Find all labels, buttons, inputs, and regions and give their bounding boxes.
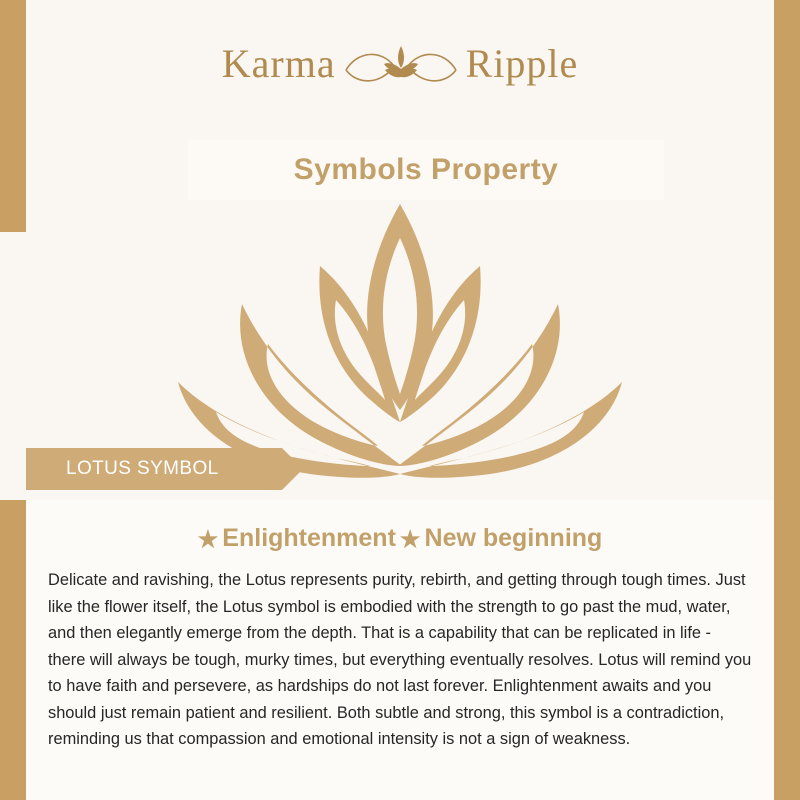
description-panel [26, 500, 774, 800]
title-band [188, 140, 664, 200]
lotus-symbol-tag [26, 448, 282, 490]
lotus-flower-icon [170, 196, 630, 486]
headline-word-two: New beginning [424, 524, 603, 552]
lotus-ribbon-icon [342, 36, 460, 90]
star-icon-left: ★ [197, 526, 219, 552]
brand-logo [26, 36, 774, 90]
poster-inner [26, 0, 774, 800]
brand-word-left: Karma [221, 40, 336, 86]
tag-arrow-icon [282, 448, 303, 490]
headline [26, 524, 774, 553]
star-icon-middle: ★ [399, 526, 421, 552]
page-title: Symbols Property [293, 153, 559, 186]
brand-word-right: Ripple [465, 40, 579, 86]
body-paragraph: Delicate and ravishing, the Lotus represents purity, rebirth, and getting through tough times. Just like the flower itself, the Lotus symbol is embodied with the strength to go past the mud, water, and then elegantly emerge from the depth. That is a capability that can be replicated in life - there will always be tough, murky times, but everything eventually resolves. Lotus will remind you to have faith and persevere, as hardships do not last forever. Enlightenment awaits and you should just remain patient and resilient. Both subtle and strong, this symbol is a contradiction, reminding us that compassion and emotional intensity is not a sign of weakness. [48, 571, 752, 749]
headline-word-one: Enlightenment [222, 524, 396, 552]
lotus-symbol-tag-label: LOTUS SYMBOL [66, 458, 219, 479]
